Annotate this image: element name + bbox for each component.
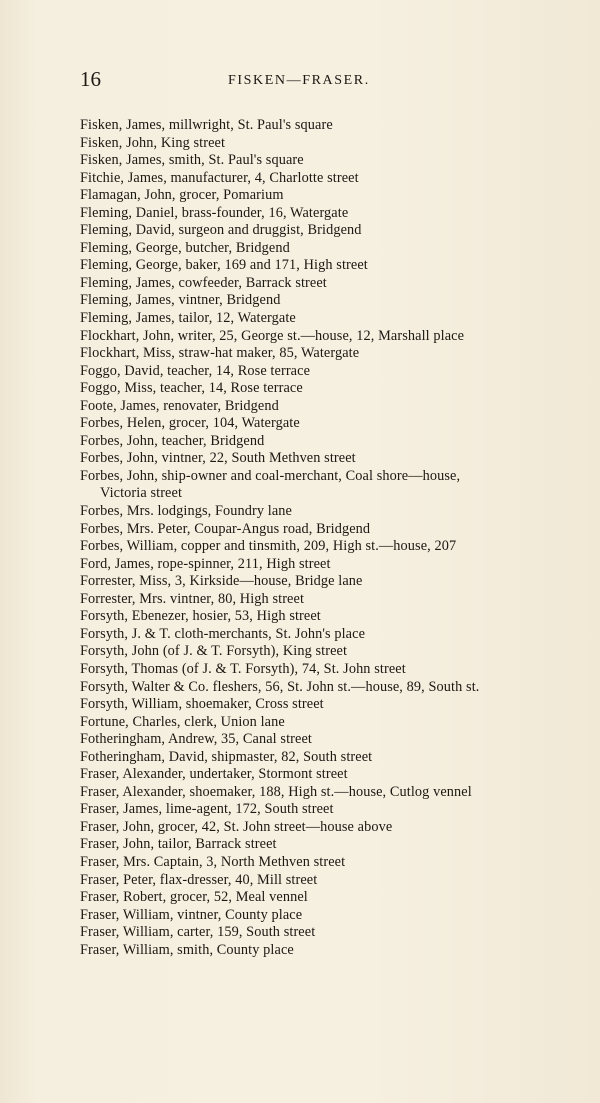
entry-text: Forsyth, John (of J. & T. Forsyth), King street <box>80 643 348 660</box>
entry-text: Fleming, James, vintner, Bridgend <box>80 292 281 309</box>
entry-text: Forsyth, J. & T. cloth-merchants, St. John's place <box>80 625 366 642</box>
directory-entry <box>80 679 575 697</box>
directory-entry <box>80 608 575 626</box>
directory-entry <box>80 240 575 258</box>
directory-entry <box>80 538 575 556</box>
directory-entry <box>80 801 575 819</box>
directory-entry <box>80 836 575 854</box>
entry-continuation: Victoria street <box>100 485 183 502</box>
directory-entry <box>80 942 575 960</box>
directory-entry <box>80 328 575 346</box>
directory-entry <box>80 257 575 275</box>
entry-text: Fleming, David, surgeon and druggist, Bridgend <box>80 222 362 239</box>
entry-text: Fraser, John, grocer, 42, St. John street—house above <box>80 818 393 835</box>
running-head: FISKEN—FRASER. <box>228 73 370 88</box>
directory-entry <box>80 784 575 802</box>
entry-text: Fraser, Mrs. Captain, 3, North Methven street <box>80 853 346 870</box>
entry-text: Forsyth, Ebenezer, hosier, 53, High street <box>80 608 321 625</box>
entry-text: Forsyth, Walter & Co. fleshers, 56, St. John st.—house, 89, South st. <box>80 678 480 695</box>
directory-entry <box>80 661 575 679</box>
directory-entry <box>80 135 575 153</box>
entry-text: Fraser, Peter, flax-dresser, 40, Mill street <box>80 871 318 888</box>
directory-entry <box>80 907 575 925</box>
directory-entry <box>80 643 575 661</box>
entry-text: Fraser, Robert, grocer, 52, Meal vennel <box>80 889 308 906</box>
entry-text: Forsyth, Thomas (of J. & T. Forsyth), 74, St. John street <box>80 660 406 677</box>
entry-text: Forbes, Mrs. lodgings, Foundry lane <box>80 503 292 520</box>
entry-text: Flockhart, John, writer, 25, George st.—house, 12, Marshall place <box>80 327 465 344</box>
entry-text: Fraser, Alexander, shoemaker, 188, High st.—house, Cutlog vennel <box>80 783 472 800</box>
directory-entry <box>80 275 575 293</box>
directory-entry <box>80 345 575 363</box>
directory-entry <box>80 591 575 609</box>
entry-text: Fitchie, James, manufacturer, 4, Charlotte street <box>80 169 359 186</box>
directory-entry <box>80 872 575 890</box>
directory-entry <box>80 380 575 398</box>
entry-text: Fraser, Alexander, undertaker, Stormont street <box>80 766 348 783</box>
directory-entry <box>80 766 575 784</box>
entry-text: Fotheringham, David, shipmaster, 82, South street <box>80 748 373 765</box>
entry-text: Fraser, William, carter, 159, South street <box>80 924 316 941</box>
directory-entry <box>80 924 575 942</box>
directory-entry <box>80 889 575 907</box>
directory-entry <box>80 310 575 328</box>
entry-text: Forbes, John, ship-owner and coal-merchant, Coal shore—house, <box>80 467 461 484</box>
directory-entry <box>80 292 575 310</box>
entry-text: Fleming, James, cowfeeder, Barrack street <box>80 274 327 291</box>
directory-entry <box>80 556 575 574</box>
directory-entry <box>80 573 575 591</box>
entry-text: Fleming, Daniel, brass-founder, 16, Watergate <box>80 204 349 221</box>
entry-text: Fortune, Charles, clerk, Union lane <box>80 713 285 730</box>
directory-entry <box>80 363 575 381</box>
directory-entry <box>80 749 575 767</box>
entry-text: Forrester, Mrs. vintner, 80, High street <box>80 590 305 607</box>
entry-text: Fisken, James, smith, St. Paul's square <box>80 152 304 169</box>
entry-text: Forbes, Mrs. Peter, Coupar-Angus road, Bridgend <box>80 520 371 537</box>
entry-text: Fraser, William, vintner, County place <box>80 906 303 923</box>
entry-text: Fraser, William, smith, County place <box>80 941 294 958</box>
directory-entry <box>80 433 575 451</box>
entry-text: Fleming, James, tailor, 12, Watergate <box>80 310 296 327</box>
directory-entry <box>80 398 575 416</box>
directory-entry <box>80 714 575 732</box>
directory-entry <box>80 521 575 539</box>
directory-entry <box>80 222 575 240</box>
entry-text: Foggo, David, teacher, 14, Rose terrace <box>80 362 311 379</box>
directory-entry <box>80 205 575 223</box>
entry-text: Fleming, George, baker, 169 and 171, High street <box>80 257 368 274</box>
entry-text: Forsyth, William, shoemaker, Cross street <box>80 696 324 713</box>
entry-text: Fisken, James, millwright, St. Paul's square <box>80 117 333 133</box>
directory-entry <box>80 450 575 468</box>
directory-entry <box>80 415 575 433</box>
directory-entry <box>80 854 575 872</box>
directory-entry <box>80 170 575 188</box>
directory-entry <box>80 468 575 503</box>
directory-entry <box>80 117 575 135</box>
entry-text: Fleming, George, butcher, Bridgend <box>80 239 290 256</box>
entry-text: Foote, James, renovater, Bridgend <box>80 397 279 414</box>
entry-text: Forbes, John, teacher, Bridgend <box>80 432 265 449</box>
directory-entry <box>80 626 575 644</box>
entry-text: Foggo, Miss, teacher, 14, Rose terrace <box>80 380 303 397</box>
entry-text: Forrester, Miss, 3, Kirkside—house, Bridge lane <box>80 573 363 590</box>
directory-entry <box>80 503 575 521</box>
entry-text: Forbes, John, vintner, 22, South Methven street <box>80 450 356 467</box>
entry-text: Flockhart, Miss, straw-hat maker, 85, Watergate <box>80 345 360 362</box>
page-number: 16 <box>80 67 101 91</box>
entry-text: Ford, James, rope-spinner, 211, High street <box>80 555 331 572</box>
entry-text: Flamagan, John, grocer, Pomarium <box>80 187 284 204</box>
entry-text: Fotheringham, Andrew, 35, Canal street <box>80 731 312 748</box>
entry-text: Fraser, James, lime-agent, 172, South street <box>80 801 334 818</box>
directory-entries <box>80 117 575 959</box>
directory-entry <box>80 187 575 205</box>
directory-entry <box>80 819 575 837</box>
entry-text: Forbes, William, copper and tinsmith, 209, High st.—house, 207 <box>80 538 457 555</box>
directory-entry <box>80 152 575 170</box>
entry-text: Fisken, John, King street <box>80 134 226 151</box>
entry-text: Fraser, John, tailor, Barrack street <box>80 836 277 853</box>
directory-entry <box>80 696 575 714</box>
entry-text: Forbes, Helen, grocer, 104, Watergate <box>80 415 300 432</box>
directory-entry <box>80 731 575 749</box>
